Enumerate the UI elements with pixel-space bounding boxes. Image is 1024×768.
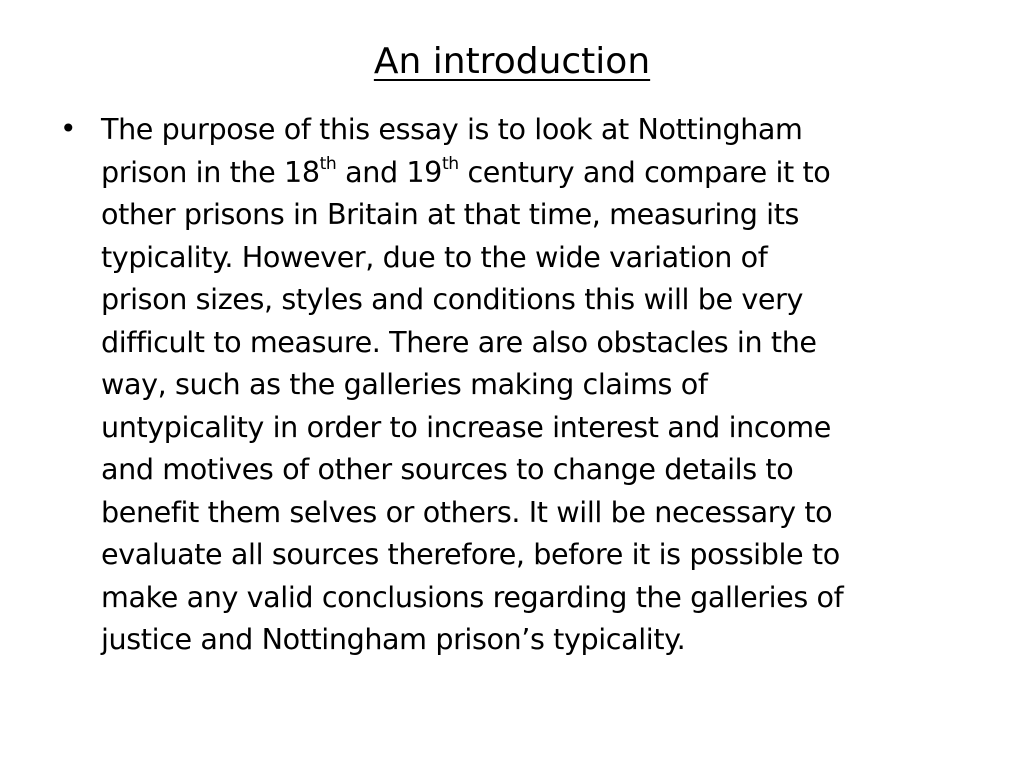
text-line: way, such as the galleries making claims of [101,367,708,401]
text-line: benefit them selves or others. It will be necessary to [101,494,833,529]
text-line: evaluate all sources therefore, before it is possible to [101,537,840,571]
paragraph-text [101,108,960,661]
text-line: The purpose of this essay is to look at Nottingham [101,112,803,146]
text-line: make any valid conclusions regarding the galleries of [101,579,844,614]
text-line: other prisons in Britain at that time, measuring its [101,197,800,231]
text-segment: prison in the 18 [101,154,320,189]
superscript: th [441,153,459,174]
text-line [101,151,960,194]
text-line: untypicality in order to increase interest and income [101,409,831,444]
text-segment: and 19 [336,154,442,189]
slide-title-text: An introduction [373,41,651,82]
text-line: and motives of other sources to change details to [101,452,794,486]
slide-content [60,108,960,661]
slide-title [0,38,1024,86]
bullet-icon: • [60,112,77,145]
text-line: prison sizes, styles and conditions this will be very [101,282,803,316]
text-line: justice and Nottingham prison’s typicality. [101,622,686,656]
bullet-paragraph [60,108,960,661]
text-segment: century and compare it to [458,154,831,189]
superscript: th [319,153,337,174]
text-line: typicality. However, due to the wide variation of [101,239,768,274]
text-line: difficult to measure. There are also obstacles in the [101,324,817,359]
